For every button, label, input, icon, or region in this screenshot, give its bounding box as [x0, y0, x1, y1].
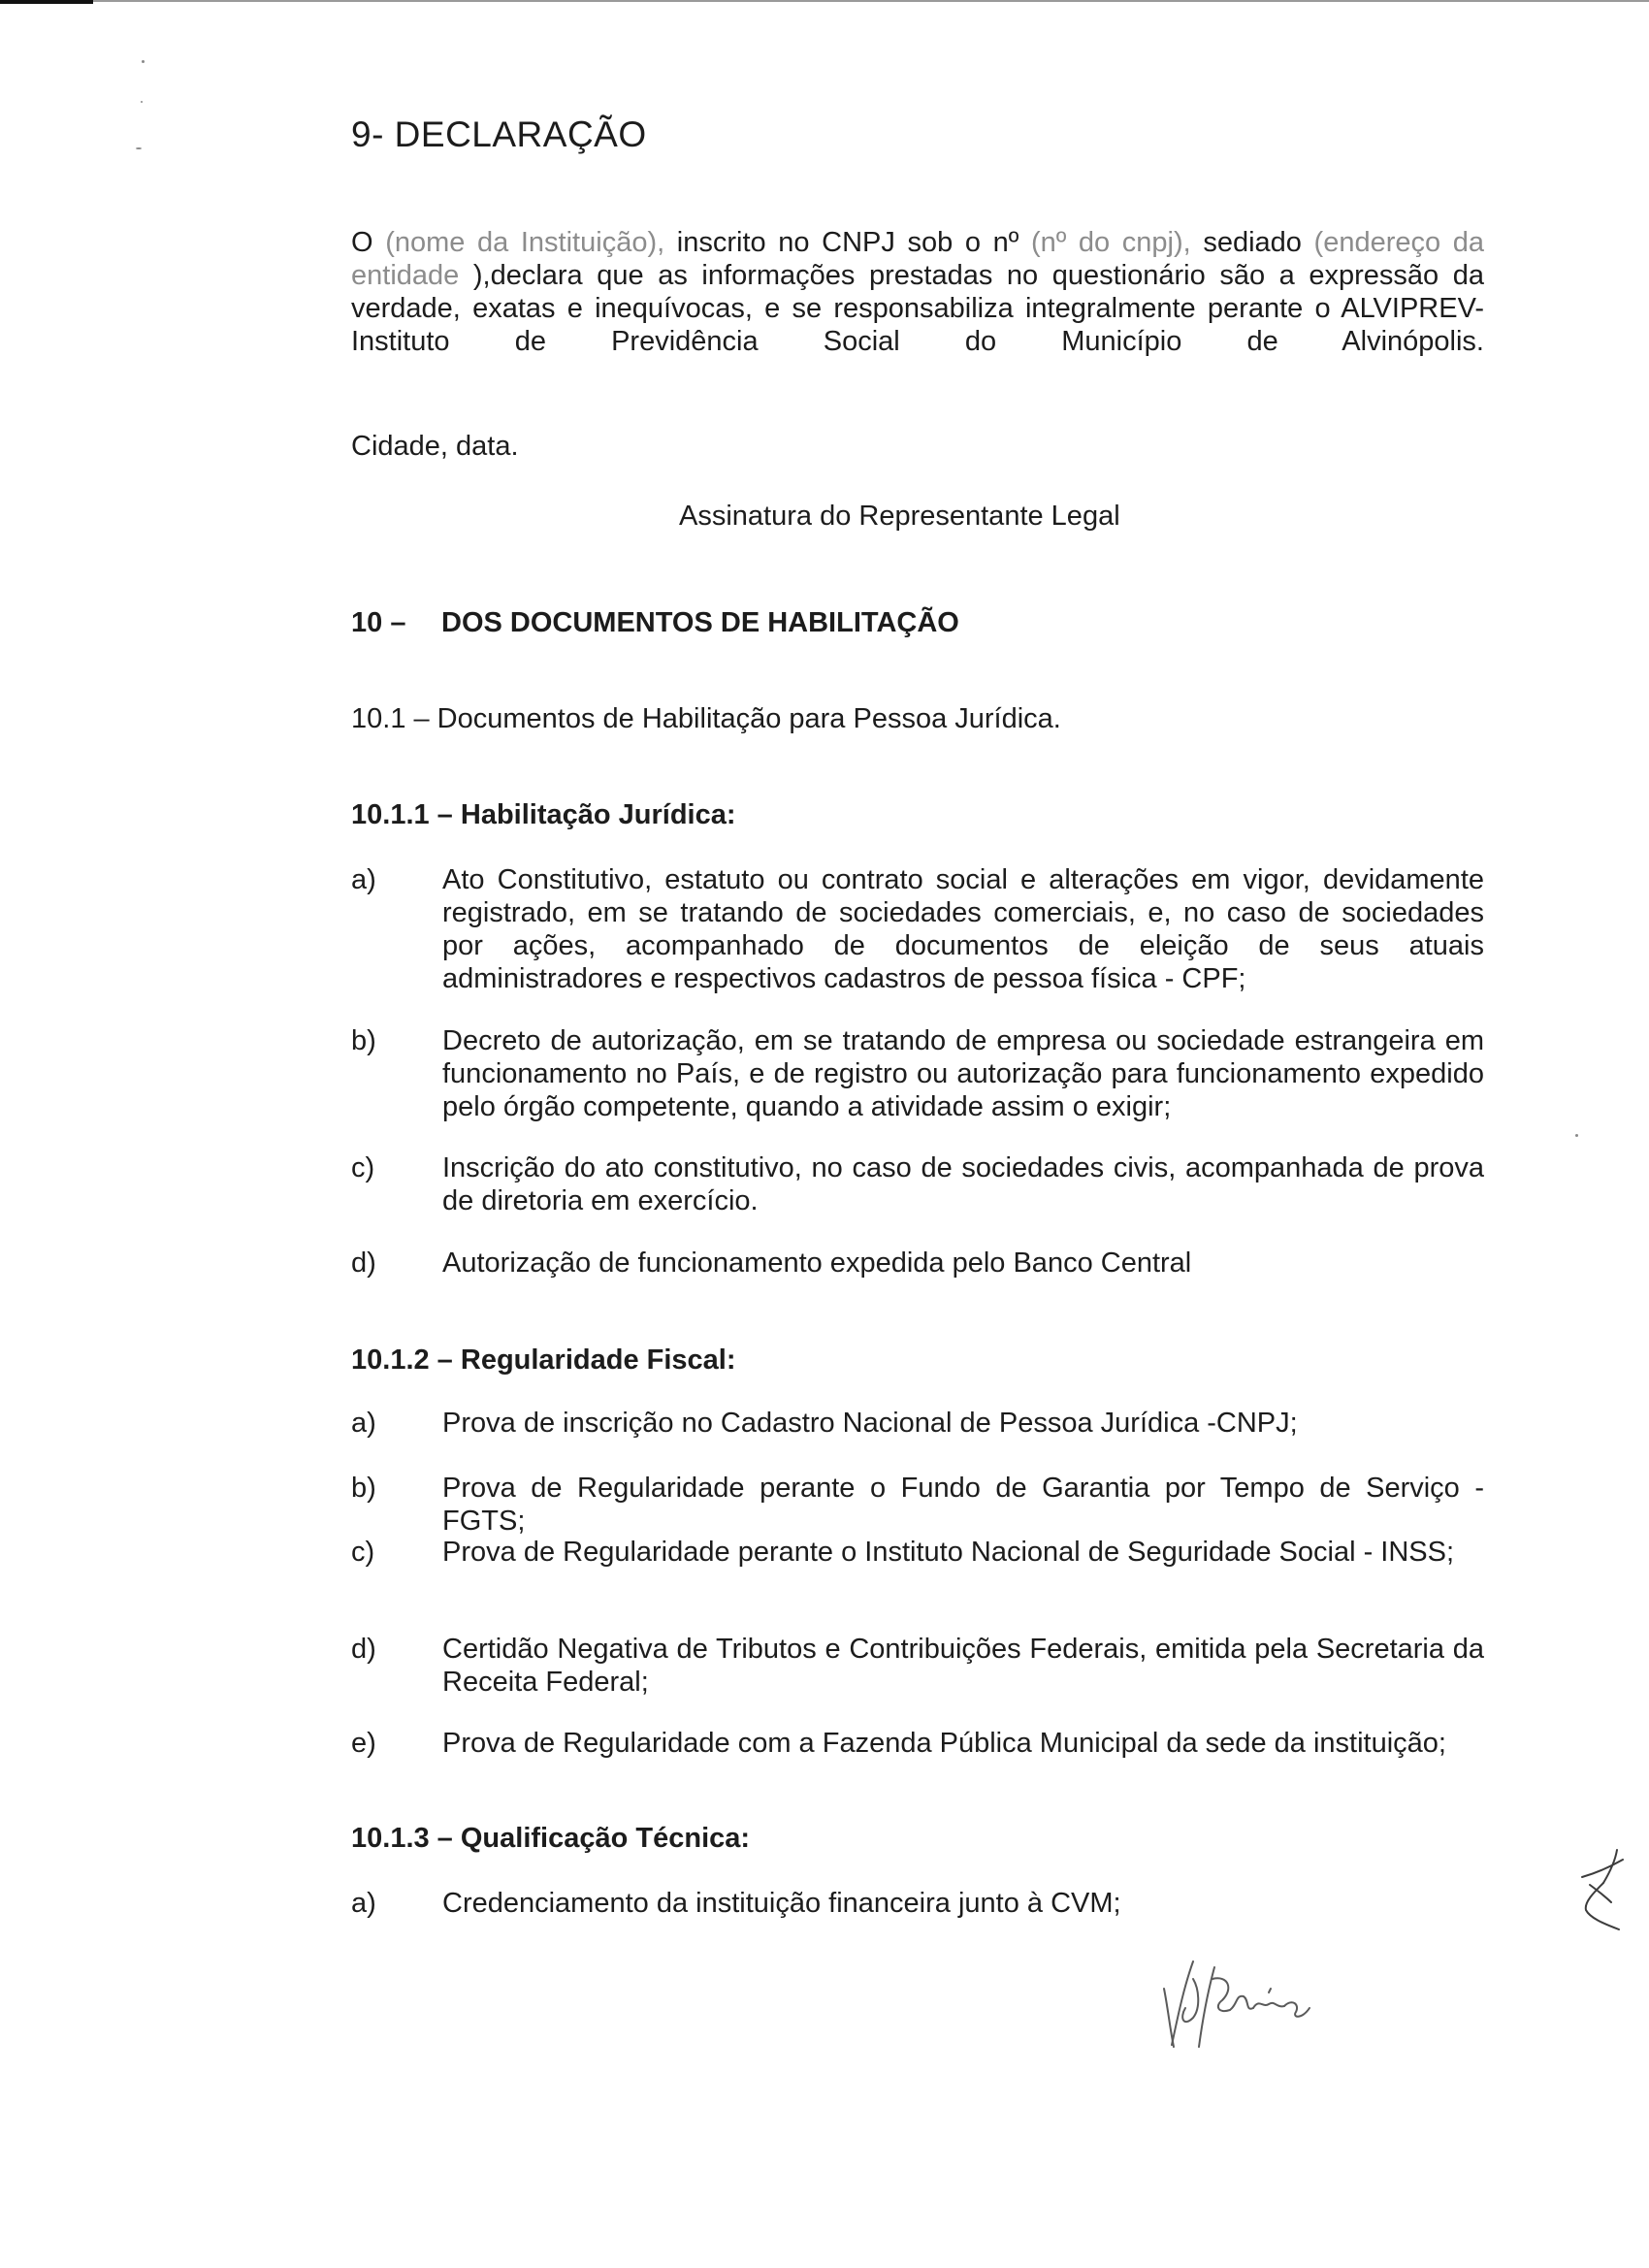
scan-speck: [142, 60, 145, 63]
item-text: Credenciamento da instituição financeira junto à CVM;: [442, 1888, 1121, 1919]
declaration-text: sediado: [1190, 227, 1314, 258]
signature-caption: Assinatura do Representante Legal: [679, 501, 1120, 532]
declaration-text: O: [351, 227, 386, 258]
group-heading-technical: 10.1.3 – Qualificação Técnica:: [351, 1823, 751, 1854]
list-item: [351, 1024, 1484, 1123]
item-text: Decreto de autorização, em se tratando de empresa ou sociedade estrangeira em funcionamento no País, e de registro ou autorização para funcionamento expedido pelo órgão competente, quando a atividade assim o exigir;: [442, 1025, 1484, 1122]
declaration-text: inscrito no CNPJ sob o nº: [664, 227, 1031, 258]
item-label: b): [351, 1473, 376, 1504]
group-heading-legal: 10.1.1 – Habilitação Jurídica:: [351, 799, 736, 830]
list-item: [351, 1472, 1484, 1538]
item-text: Prova de inscrição no Cadastro Nacional de Pessoa Jurídica -CNPJ;: [442, 1408, 1298, 1439]
scan-speck: [1575, 1134, 1578, 1137]
scan-top-edge: [0, 0, 1649, 2]
city-date-line: Cidade, data.: [351, 431, 519, 462]
scan-speck: [141, 101, 143, 103]
list-item: [351, 1887, 1484, 1920]
item-label: a): [351, 864, 376, 895]
item-text: Prova de Regularidade perante o Fundo de Garantia por Tempo de Serviço - FGTS;: [442, 1473, 1484, 1537]
item-label: a): [351, 1888, 376, 1919]
item-label: c): [351, 1537, 375, 1568]
section-10-number: 10 –: [351, 607, 406, 638]
item-text: Autorização de funcionamento expedida pelo Banco Central: [442, 1247, 1192, 1279]
section-10-heading: [351, 606, 959, 639]
scan-speck: [136, 147, 142, 149]
item-label: d): [351, 1634, 376, 1665]
item-text: Prova de Regularidade perante o Instituto Nacional de Seguridade Social - INSS;: [442, 1537, 1455, 1568]
declaration-paragraph: [351, 226, 1484, 358]
list-item: [351, 863, 1484, 995]
item-label: b): [351, 1025, 376, 1056]
item-text: Ato Constitutivo, estatuto ou contrato social e alterações em vigor, devidamente registrado, em se tratando de sociedades comerciais, e, no caso de sociedades por ações, acompanhado de documentos de eleição de seus atuais administradores e respectivos cadastros de pessoa física - CPF;: [442, 864, 1484, 994]
item-text: Prova de Regularidade com a Fazenda Pública Municipal da sede da instituição;: [442, 1728, 1446, 1759]
item-label: a): [351, 1408, 376, 1439]
declaration-line-1: [351, 226, 1484, 358]
list-item: [351, 1407, 1484, 1440]
list-item: [351, 1633, 1484, 1699]
placeholder-address: (endereço da entidade: [351, 227, 1485, 291]
declaration-text: ),declara que as informações prestadas no questionário são a expressão da verdade, exatas e inequívocas, e se responsabiliza integralmente perante o ALVIPREV- Instituto de Previdência Social do Município de Alvinópolis.: [351, 260, 1484, 357]
item-text: Certidão Negativa de Tributos e Contribuições Federais, emitida pela Secretaria da Receita Federal;: [442, 1634, 1484, 1698]
section-10-title: DOS DOCUMENTOS DE HABILITAÇÃO: [441, 607, 959, 638]
handwritten-signature: [1154, 1950, 1348, 2057]
list-item: [351, 1727, 1484, 1760]
item-label: e): [351, 1728, 376, 1759]
item-label: d): [351, 1247, 376, 1279]
scan-corner-mark: [0, 0, 93, 4]
list-item: [351, 1247, 1484, 1280]
handwritten-initial: [1576, 1848, 1644, 1935]
group-heading-fiscal: 10.1.2 – Regularidade Fiscal:: [351, 1345, 736, 1376]
list-item: [351, 1536, 1484, 1569]
item-text: Inscrição do ato constitutivo, no caso de sociedades civis, acompanhada de prova de diretoria em exercício.: [442, 1152, 1484, 1216]
subsection-10-1: 10.1 – Documentos de Habilitação para Pessoa Jurídica.: [351, 703, 1061, 734]
placeholder-institution-name: (nome da Instituição),: [385, 227, 665, 258]
item-label: c): [351, 1152, 375, 1183]
list-item: [351, 1151, 1484, 1217]
placeholder-cnpj: (nº do cnpj),: [1030, 227, 1191, 258]
section-9-heading: 9- DECLARAÇÃO: [351, 114, 647, 154]
